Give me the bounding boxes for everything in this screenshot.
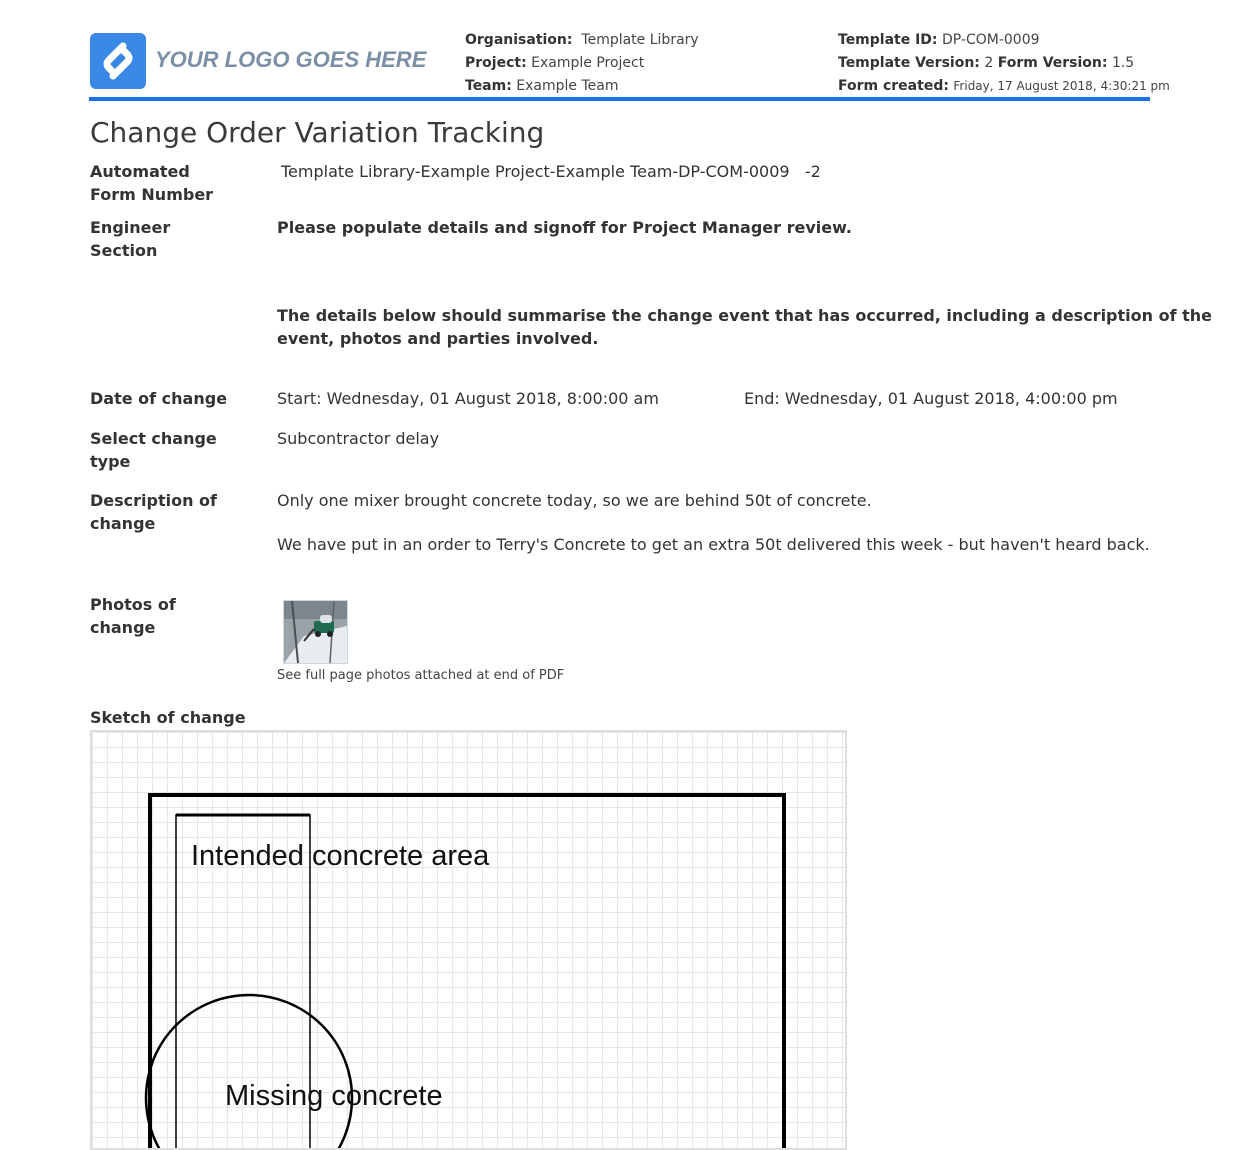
organisation-value: Template Library (581, 32, 699, 48)
automated-form-number-value: Template Library-Example Project-Example Team-DP-COM-0009 -2 (281, 162, 821, 181)
logo-icon (90, 33, 146, 89)
template-id-label: Template ID: (838, 32, 938, 48)
project-row (465, 55, 644, 71)
date-of-change-label: Date of change (90, 389, 228, 408)
header-divider (89, 97, 1150, 101)
template-id-row (838, 32, 1040, 48)
missing-concrete-circle (146, 995, 352, 1150)
project-value: Example Project (531, 55, 645, 71)
change-photo-thumbnail[interactable] (283, 600, 348, 664)
photos-label: Photos of change (90, 595, 176, 637)
automated-form-number-label: Automated Form Number (90, 162, 214, 204)
organisation-label: Organisation: (465, 32, 573, 48)
form-created-value: Friday, 17 August 2018, 4:30:21 pm (953, 79, 1170, 93)
sketch-label-missing-concrete: Missing concrete (225, 1080, 443, 1112)
photos-caption: See full page photos attached at end of PDF (277, 668, 565, 683)
date-start-value: Start: Wednesday, 01 August 2018, 8:00:00 am (277, 389, 659, 408)
change-type-label: Select change type (90, 429, 217, 471)
team-label: Team: (465, 78, 512, 94)
description-label: Description of change (90, 491, 218, 533)
team-value: Example Team (516, 78, 619, 94)
sketch-label-intended-area: Intended concrete area (191, 840, 490, 872)
team-row (465, 78, 618, 94)
form-created-label: Form created: (838, 78, 949, 94)
form-created-row (838, 78, 1170, 94)
description-line-2: We have put in an order to Terry's Concrete to get an extra 50t delivered this week - but haven't heard back. (277, 535, 1150, 554)
project-label: Project: (465, 55, 527, 71)
date-end-value: End: Wednesday, 01 August 2018, 4:00:00 pm (744, 389, 1118, 408)
version-row (838, 55, 1134, 71)
form-version-value: 1.5 (1111, 55, 1135, 71)
sketch-canvas[interactable] (90, 730, 847, 1150)
logo-text: YOUR LOGO GOES HERE (155, 47, 427, 72)
template-version-value: 2 (984, 55, 994, 71)
details-instruction: The details below should summarise the change event that has occurred, including a description of the event, photos and parties involved. (277, 306, 1213, 348)
template-version-label: Template Version: (838, 55, 980, 71)
form-version-label: Form Version: (997, 55, 1108, 71)
change-type-value: Subcontractor delay (277, 429, 440, 448)
engineer-instruction: Please populate details and signoff for Project Manager review. (277, 218, 852, 237)
sketch-label: Sketch of change (90, 708, 246, 727)
organisation-row (465, 32, 699, 48)
page-title: Change Order Variation Tracking (90, 116, 545, 149)
description-line-1: Only one mixer brought concrete today, so we are behind 50t of concrete. (277, 491, 872, 510)
template-id-value: DP-COM-0009 (941, 32, 1040, 48)
engineer-section-label: Engineer Section (90, 218, 171, 260)
